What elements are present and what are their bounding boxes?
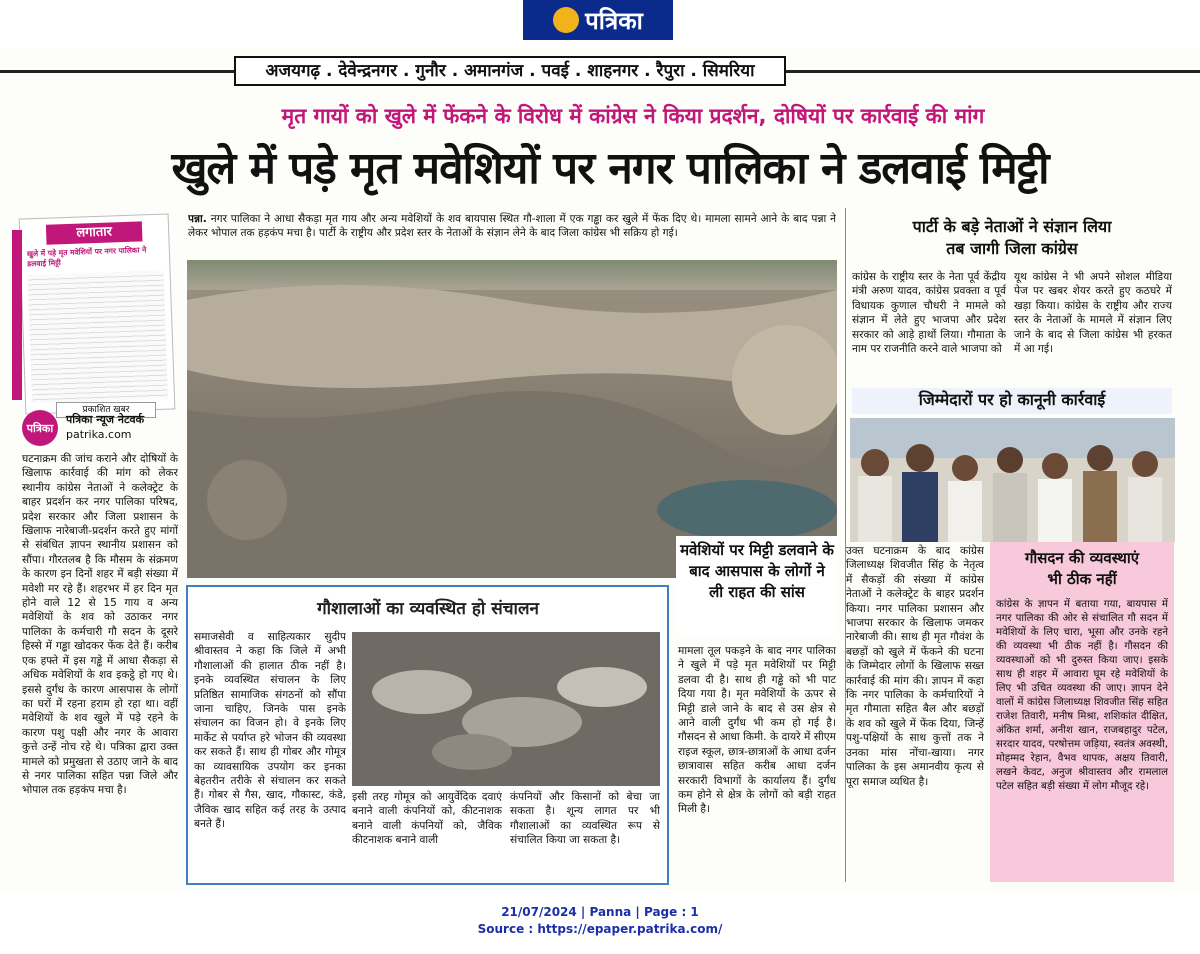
patrika-logo <box>523 0 673 40</box>
party-subhead-line2: तब जागी जिला कांग्रेस <box>946 239 1078 258</box>
legal-subhead: जिम्मेदारों पर हो कानूनी कार्रवाई <box>852 388 1172 414</box>
lead-paragraph <box>188 212 836 252</box>
dateline: पन्ना. <box>188 213 207 225</box>
accent-strip <box>12 230 22 400</box>
relief-text: मामला तूल पकड़ने के बाद नगर पालिका ने खुले में पड़े मृत मवेशियों पर मिट्टी डलवा दी है। साथ ही गड्ढे को भी पाट दिया गया है। मृत मवेशियों के ऊपर से मिट्टी डाले जाने के बाद से उस क्षेत्र से आने वाली दुर्गंध भी कम हो गई है। गौसदन से आधा किमी. के दायरे में सीएम राइज स्कूल, छात्र-छात्राओं के आधा दर्जन छात्रावास सहित करीब आधा दर्जन सरकारी विभागों के कार्यालय हैं। दुर्गंध कम होने से क्षेत्र के लोगों को बड़ी राहत मिली है। <box>678 645 836 816</box>
protest-text: उक्त घटनाक्रम के बाद कांग्रेस जिलाध्यक्ष शिवजीत सिंह के नेतृत्व में सैकड़ों की संख्या में कांग्रेस नेताओं ने कलेक्ट्रेट के बाहर प्रदर्शन किया। नगर पालिका प्रशासन और भाजपा सरकार के खिलाफ जमकर नारेबाजी की। साथ ही मृत गौवंश के बछड़ों को खुले में फेंकने की घटना के जिम्मेदार लोगों के खिलाफ सख्त कार्रवाई की मांग की। ज्ञापन में कहा कि नगर पालिका के कर्मचारियों ने मृत गौमाता सहित बैल और बछड़ों के शव को खुले में फेंक दिया, जिन्हें पशु-पक्षियों के साथ कुत्तों तक ने उनका मांस नोंचा-खाया। नगर पालिका के इस अमानवीय कृत्य से पूरा समाज व्यथित है। <box>846 545 984 788</box>
divider <box>786 70 1200 73</box>
gausadan-subhead-line2: भी ठीक नहीं <box>1047 570 1117 588</box>
lead-text: नगर पालिका ने आधा सैकड़ा मृत गाय और अन्य मवेशियों के शव बायपास स्थित गौ-शाला में एक गड्ढा कर खुले में फेंक दिए थे। मामला सामने आने के बाद पन्ना ने लेकर भोपाल तक हड़कंप मचा है। पार्टी के राष्ट्रीय और प्रदेश स्तर के नेताओं के संज्ञान लेने के बाद जिला कांग्रेस भी सक्रिय हो गई। <box>188 213 836 240</box>
party-text-col1: कांग्रेस के राष्ट्रीय स्तर के नेता पूर्व केंद्रीय मंत्री अरुण यादव, कांग्रेस प्रवक्ता व पूर्व विधायक कुणाल चौधरी ने मामले को संज्ञान में लेते हुए भाजपा और प्रदेश सरकार को आड़े हाथों लिया। गौमाता के नाम पर राजनीति करने वाले भाजपा को <box>852 271 1006 356</box>
byline-site: patrika.com <box>66 428 132 441</box>
gausadan-text: कांग्रेस के ज्ञापन में बताया गया, बायपास में नगर पालिका की ओर से संचालित गौ सदन में मवेशियों के लिए चारा, भूसा और उनके रहने की व्यवस्था भी ठीक नहीं है। गौसदन की व्यवस्थाओं को भी दुरुस्त किया जाए। इसके साथ ही शहर में आवारा घूम रहे मवेशियों के लिए भी उचित व्यवस्था की जाए। ज्ञापन देने वालों में कांग्रेस जिलाध्यक्ष शिवजीत सिंह सहित राजेश तिवारी, मनीष मिश्रा, शशिकांत दीक्षित, अंकित शर्मा, अनीश खान, राजबहादुर पटेल, सरदार यादव, परषोत्तम जड़िया, स्वतंत्र अवस्थी, मोहम्मद रेहान, वैभव थापक, अक्षय तिवारी, लखने केवट, अनुज श्रीवास्तव और रामलाल पटेल सहित बड़ी संख्या में लोग मौजूद रहे। <box>996 599 1168 792</box>
left-column-text: घटनाक्रम की जांच कराने और दोषियों के खिलाफ कार्रवाई की मांग को लेकर स्थानीय कांग्रेस नेताओं ने कलेक्ट्रेट के बाहर प्रदर्शन कर नगर पालिका परिषद, प्रदेश सरकार और जिला प्रशासन के खिलाफ नारेबाजी-प्रदर्शन करते हुए मांगों से संबंधित ज्ञापन स्थानीय प्रशासन को सौंपा। गौरतलब है कि मौसम के संक्रमण के कारण इन दिनों शहर में बड़ी संख्या में मवेशी मर रहे हैं। शहरभर में हर दिन मृत होने वाले 12 से 15 गाय व अन्य मवेशियों के शव को उठाकर नगर पालिका के कर्मचारी गौ सदन के दूसरे हिस्से में गड्ढा खोदकर फेंक देते हैं। करीब एक हफ्ते में इस गड्ढे में आधा सैकड़ा से अधिक मवेशियों के शव इकट्ठे हो गए थे। इससे दुर्गंध के कारण आसपास के लोगों का घरों में रहना हराम हो रहा था। वहीं मवेशियों के शव खुले में पड़े रहने के कारण पशु पक्षी और नगर के आवारा कुत्ते उन्हें नोच रहे थे। पत्रिका द्वारा उक्त मामले को प्रमुखता से उठाए जाने के बाद से नगर पालिका सहित पन्ना जिले और भोपाल तक हड़कंप मचा है। <box>22 453 178 797</box>
gaushala-photo <box>352 632 660 786</box>
gaushala-text-col2: इसी तरह गोमूत्र को आयुर्वेदिक दवाएं बनाने वाली कंपनियों को, कीटनाशक बनाने वाली कंपनियों को, जैविक कीटनाशक बनाने वाली <box>352 791 502 847</box>
clipping-caption: प्रकाशित खबर <box>56 402 156 418</box>
main-photo <box>187 260 837 578</box>
gaushala-text-col1: समाजसेवी व साहित्यकार सुदीप श्रीवास्तव ने कहा कि जिले में अभी गौशालाओं की हालात ठीक नहीं है। इनके व्यवस्थित संचालन के लिए प्रतिष्ठित सामाजिक संगठनों को सौंपा जाना चाहिए, जिनके पास इनके संचालन का विजन हो। वे इनके लिए मार्केट से पर्याप्त हरे भोजन की व्यवस्था कर सकते हैं। साथ ही गोबर और गोमूत्र का व्यावसायिक उपयोग कर इनका बेहतरीन तरीके से संचालन कर सकते हैं। गोबर से गैस, खाद, गौकास्ट, कंडे, जैविक खाद सहित कई तरह के उत्पाद बनते हैं। <box>194 631 346 831</box>
party-text-col2: यूथ कांग्रेस ने भी अपने सोशल मीडिया पेज पर खबर शेयर करते हुए कठघरे में खड़ा किया। कांग्रेस के राष्ट्रीय और राज्य स्तर के नेताओं के मामले में संज्ञान लिए जाने के बाद से जिला कांग्रेस भी हरकत में आ गई। <box>1014 271 1172 356</box>
footer-source: Source : https://epaper.patrika.com/ <box>477 922 723 936</box>
gaushala-subhead: गौशालाओं का व्यवस्थित हो संचालन <box>317 599 539 619</box>
gausadan-subhead <box>996 548 1168 590</box>
footer <box>0 904 1200 938</box>
gausadan-subhead-line1: गौसदन की व्यवस्थाएं <box>1024 549 1140 567</box>
relief-box <box>676 536 838 634</box>
protest-photo <box>850 418 1175 542</box>
clipping-text-lines <box>28 271 168 404</box>
clipping-thumbnail <box>19 213 176 414</box>
kicker-headline: मृत गायों को खुले में फेंकने के विरोध में कांग्रेस ने किया प्रदर्शन, दोषियों पर कार्रवाई की मांग <box>281 104 985 128</box>
logo-text: पत्रिका <box>585 6 643 35</box>
byline-logo: पत्रिका <box>22 410 58 446</box>
lion-emblem-icon <box>553 7 579 33</box>
clipping-tag: लगातार <box>46 221 143 244</box>
location-bar: अजयगढ़ . देवेन्द्रनगर . गुनौर . अमानगंज . पवई . शाहनगर . रैपुरा . सिमरिया <box>234 56 786 86</box>
main-headline: खुले में पड़े मृत मवेशियों पर नगर पालिका ने डलवाई मिट्टी <box>171 143 1049 194</box>
gaushala-text-col3: कंपनियों और किसानों को बेचा जा सकता है। शून्य लागत पर भी गौशालाओं का व्यवस्थित रूप से संचालित किया जा सकता है। <box>510 791 660 847</box>
party-subhead-line1: पार्टी के बड़े नेताओं ने संज्ञान लिया <box>912 217 1112 236</box>
byline-name: पत्रिका न्यूज नेटवर्क <box>66 413 145 426</box>
clipping-headline: खुले में पड़े मृत मवेशियों पर नगर पालिका ने डलवाई मिट्टी <box>26 245 147 269</box>
divider <box>0 70 234 73</box>
footer-date: 21/07/2024 | Panna | Page : 1 <box>501 905 699 919</box>
party-subhead <box>852 216 1172 260</box>
relief-subhead: मवेशियों पर मिट्टी डलवाने के बाद आसपास के लोगों ने ली राहत की सांस <box>680 541 834 601</box>
